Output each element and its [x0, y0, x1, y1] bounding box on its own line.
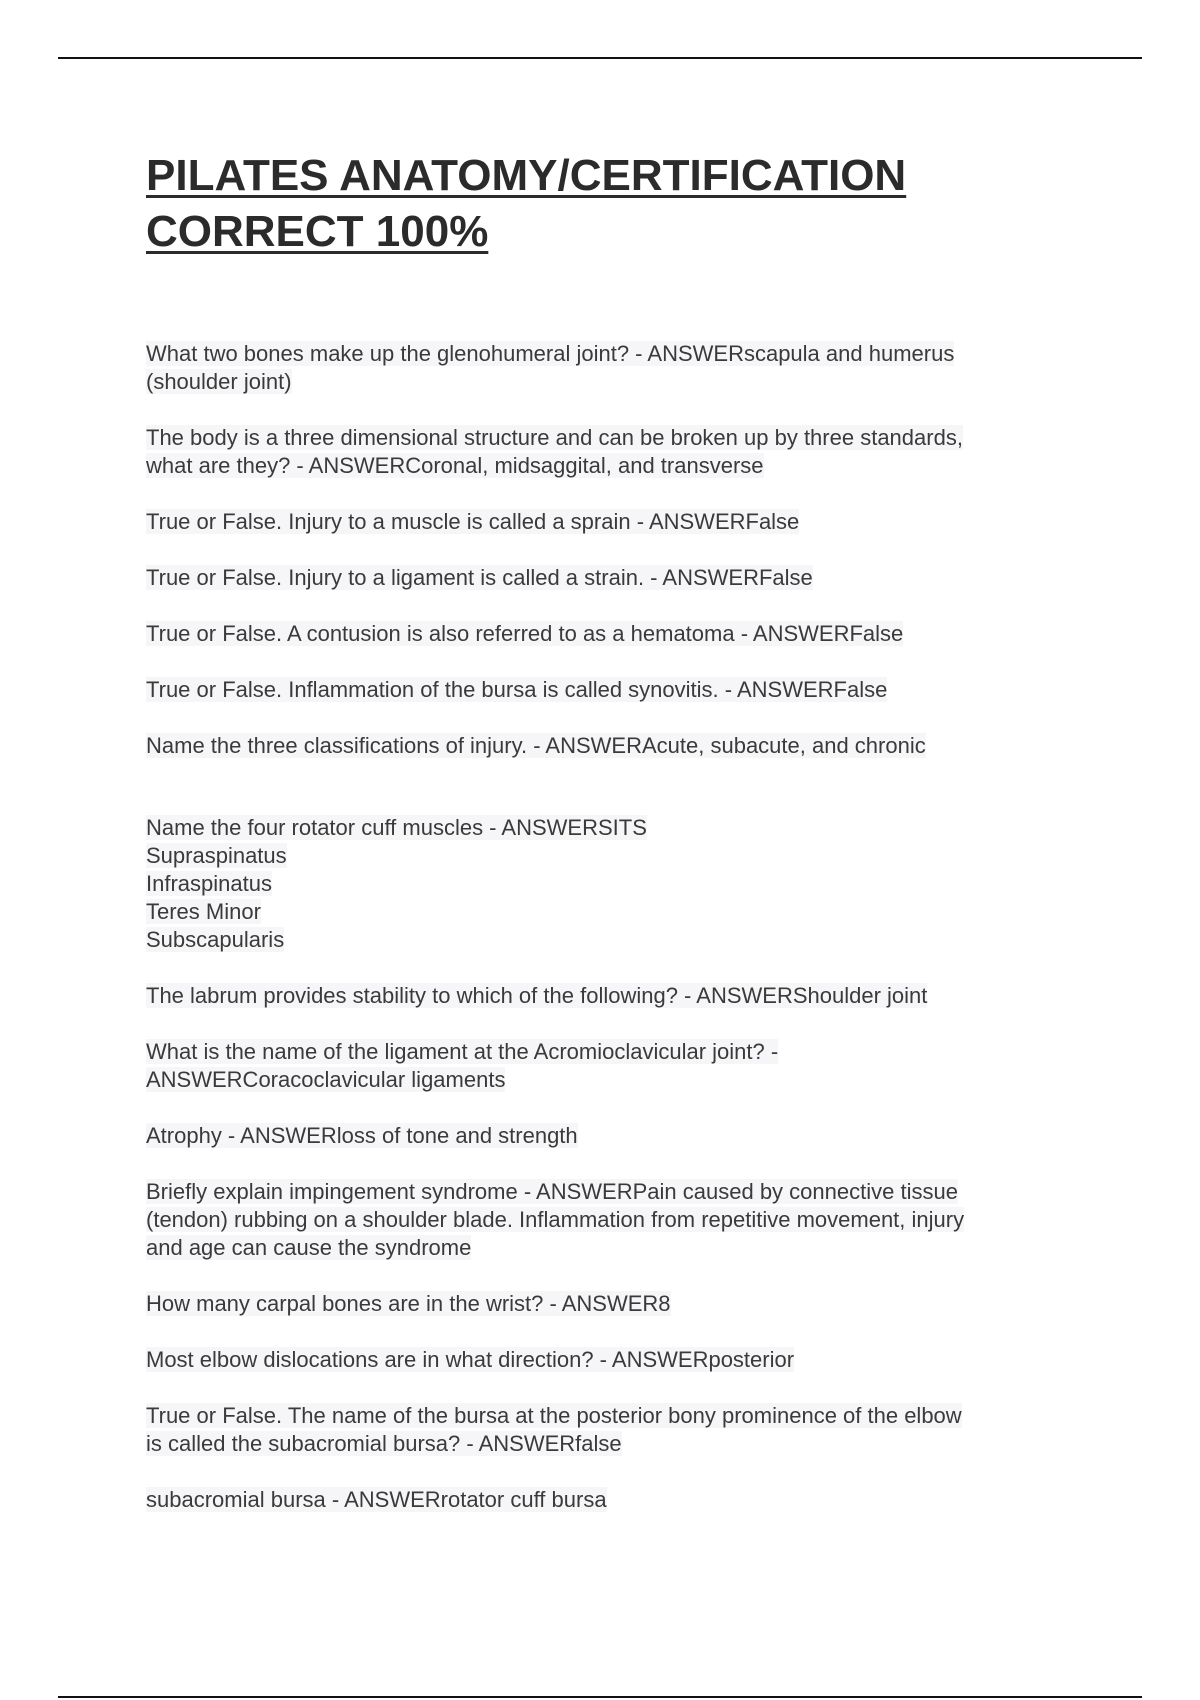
qa-item: Most elbow dislocations are in what direction? - ANSWERposterior — [146, 1347, 795, 1372]
top-rule — [58, 57, 1142, 59]
qa-item: What two bones make up the glenohumeral joint? - ANSWERscapula and humerus (shoulder joint) — [146, 341, 955, 394]
title-line-2: CORRECT 100% — [146, 207, 489, 256]
qa-item: Name the four rotator cuff muscles - ANSWERSITS Supraspinatus Infraspinatus Teres Minor Subscapularis — [146, 815, 647, 952]
qa-item: subacromial bursa - ANSWERrotator cuff bursa — [146, 1487, 607, 1512]
qa-item: Briefly explain impingement syndrome - ANSWERPain caused by connective tissue (tendon) rubbing on a shoulder blade. Inflammation from repetitive movement, injury and age can cause the syndrome — [146, 1179, 965, 1260]
qa-item: The labrum provides stability to which of the following? - ANSWERShoulder joint — [146, 983, 928, 1008]
qa-item: Name the three classifications of injury. - ANSWERAcute, subacute, and chronic — [146, 733, 926, 758]
qa-item: Atrophy - ANSWERloss of tone and strength — [146, 1123, 578, 1148]
qa-item: True or False. A contusion is also referred to as a hematoma - ANSWERFalse — [146, 621, 904, 646]
qa-item: True or False. Injury to a ligament is called a strain. - ANSWERFalse — [146, 565, 813, 590]
qa-item: True or False. The name of the bursa at the posterior bony prominence of the elbow is called the subacromial bursa? - ANSWERfalse — [146, 1403, 962, 1456]
document-title — [146, 148, 1106, 260]
qa-item: True or False. Injury to a muscle is called a sprain - ANSWERFalse — [146, 509, 800, 534]
qa-item: How many carpal bones are in the wrist? - ANSWER8 — [146, 1291, 671, 1316]
bottom-rule — [58, 1696, 1142, 1698]
title-line-1: PILATES ANATOMY/CERTIFICATION — [146, 151, 907, 200]
qa-item: What is the name of the ligament at the Acromioclavicular joint? - ANSWERCoracoclavicular ligaments — [146, 1039, 779, 1092]
qa-item: True or False. Inflammation of the bursa is called synovitis. - ANSWERFalse — [146, 677, 888, 702]
qa-list — [146, 340, 1066, 1542]
qa-item: The body is a three dimensional structure and can be broken up by three standards, what are they? - ANSWERCoronal, midsaggital, and transverse — [146, 425, 963, 478]
